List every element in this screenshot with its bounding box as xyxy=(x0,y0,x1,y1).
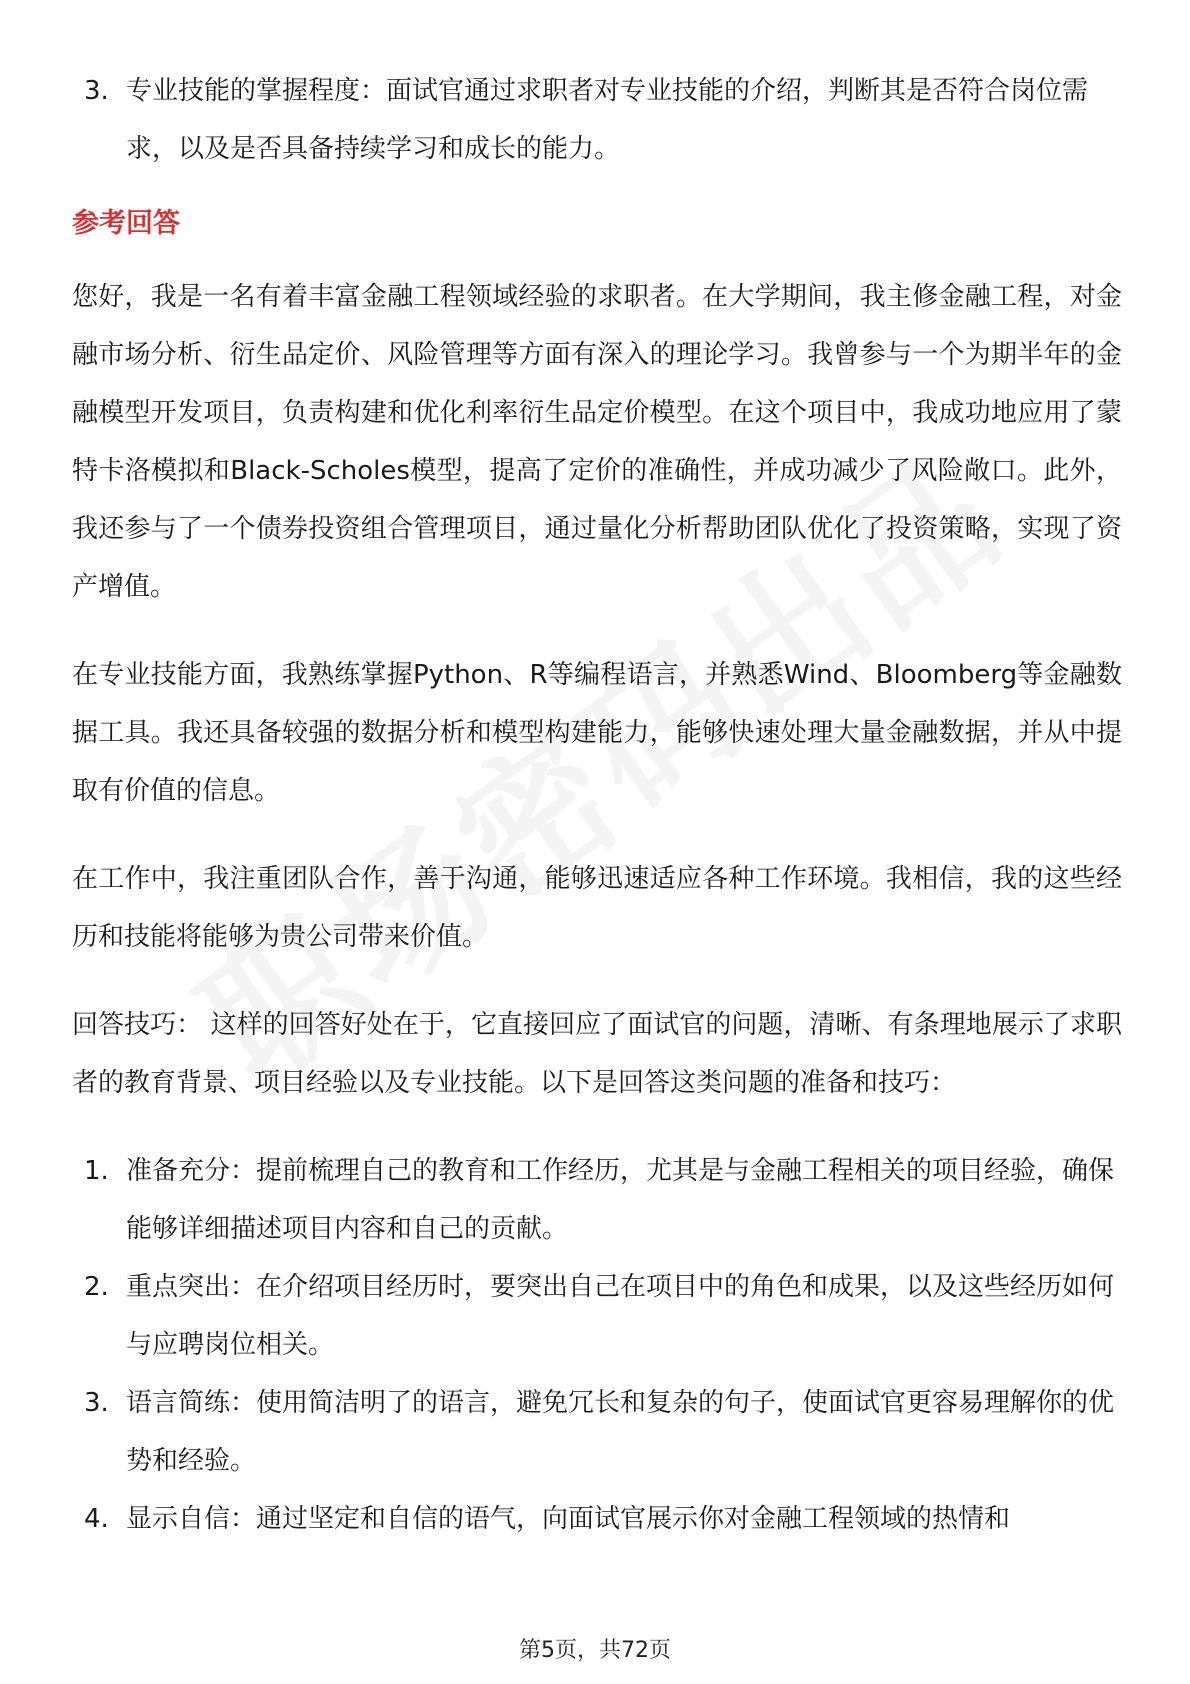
list-item xyxy=(72,1258,1122,1374)
list-item xyxy=(72,1490,1122,1548)
list-item xyxy=(72,62,1122,178)
list-item-number: 4. xyxy=(84,1504,109,1534)
list-item-number: 3. xyxy=(84,1388,109,1418)
tips-list xyxy=(72,1142,1122,1548)
list-item-text: 显示自信：通过坚定和自信的语气，向面试官展示你对金融工程领域的热情和 xyxy=(126,1504,1011,1534)
page-content xyxy=(72,62,1122,1548)
list-item-text: 重点突出：在介绍项目经历时，要突出自己在项目中的角色和成果，以及这些经历如何与应聘岗位相关。 xyxy=(126,1272,1115,1360)
page-number: 第5页，共72页 xyxy=(519,1638,671,1663)
list-item-number: 2. xyxy=(84,1272,109,1302)
paragraph: 您好，我是一名有着丰富金融工程领域经验的求职者。在大学期间，我主修金融工程，对金融市场分析、衍生品定价、风险管理等方面有深入的理论学习。我曾参与一个为期半年的金融模型开发项目，负责构建和优化利率衍生品定价模型。在这个项目中，我成功地应用了蒙特卡洛模拟和Black-Scholes模型，提高了定价的准确性，并成功减少了风险敞口。此外，我还参与了一个债券投资组合管理项目，通过量化分析帮助团队优化了投资策略，实现了资产增值。 xyxy=(72,282,1122,602)
list-item-number: 1. xyxy=(84,1156,109,1186)
list-item-text: 专业技能的掌握程度：面试官通过求职者对专业技能的介绍，判断其是否符合岗位需求，以及是否具备持续学习和成长的能力。 xyxy=(126,76,1089,164)
list-item xyxy=(72,1142,1122,1258)
list-item-text: 准备充分：提前梳理自己的教育和工作经历，尤其是与金融工程相关的项目经验，确保能够详细描述项目内容和自己的贡献。 xyxy=(126,1156,1115,1244)
section-title: 参考回答 xyxy=(72,208,180,239)
paragraph: 在工作中，我注重团队合作，善于沟通，能够迅速适应各种工作环境。我相信，我的这些经历和技能将能够为贵公司带来价值。 xyxy=(72,864,1122,952)
list-item-number: 3. xyxy=(84,76,109,106)
criteria-list xyxy=(72,62,1122,178)
paragraph: 回答技巧： 这样的回答好处在于，它直接回应了面试官的问题，清晰、有条理地展示了求职者的教育背景、项目经验以及专业技能。以下是回答这类问题的准备和技巧： xyxy=(72,1010,1122,1098)
paragraph: 在专业技能方面，我熟练掌握Python、R等编程语言，并熟悉Wind、Bloomberg等金融数据工具。我还具备较强的数据分析和模型构建能力，能够快速处理大量金融数据，并从中提取有价值的信息。 xyxy=(72,660,1122,806)
list-item xyxy=(72,1374,1122,1490)
list-item-text: 语言简练：使用简洁明了的语言，避免冗长和复杂的句子，使面试官更容易理解你的优势和经验。 xyxy=(126,1388,1115,1476)
